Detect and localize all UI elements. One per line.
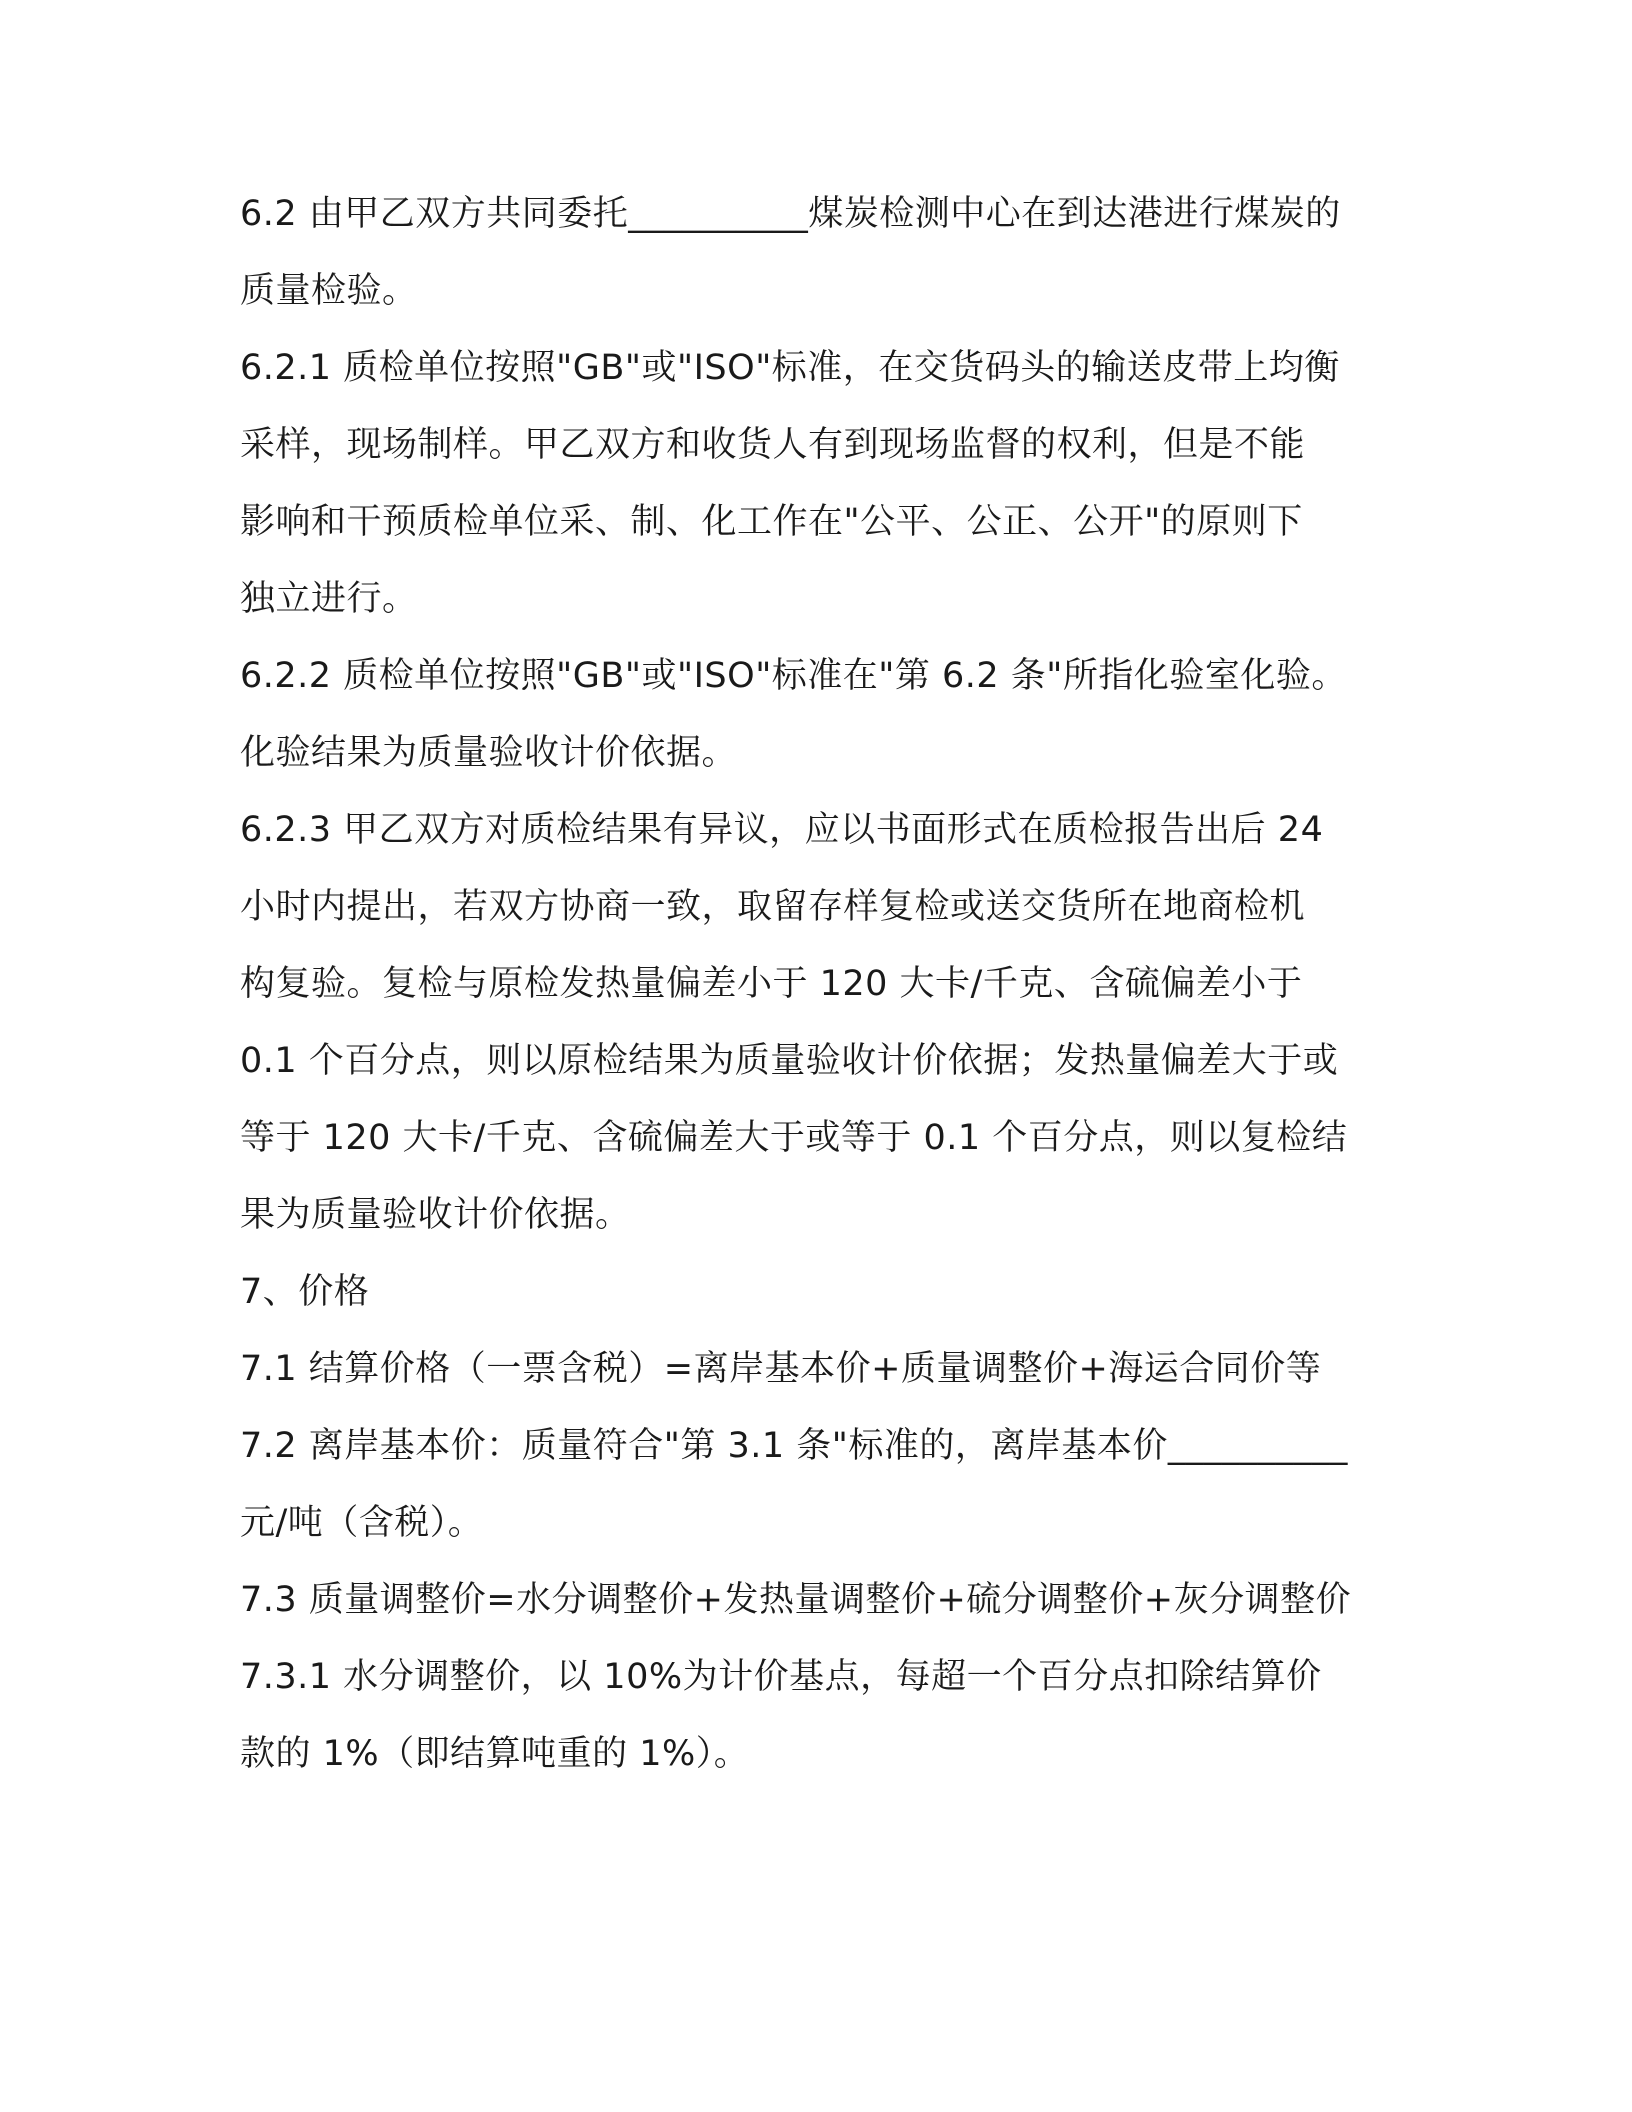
section-heading: 7、价格 [240, 1272, 370, 1312]
text-line: 7.1 结算价格（一票含税）=离岸基本价+质量调整价+海运合同价等 [240, 1349, 1322, 1389]
text-line: 等于 120 大卡/千克、含硫偏差大于或等于 0.1 个百分点，则以复检结 [240, 1118, 1348, 1158]
text-line: 独立进行。 [240, 579, 418, 619]
text-line: 质量检验。 [240, 271, 418, 311]
text-line: 0.1 个百分点，则以原检结果为质量验收计价依据；发热量偏差大于或 [240, 1041, 1339, 1081]
text-line: 7.3.1 水分调整价，以 10%为计价基点，每超一个百分点扣除结算价 [240, 1657, 1322, 1697]
text-line: 款的 1%（即结算吨重的 1%）。 [240, 1734, 750, 1774]
text-line: 7.3 质量调整价=水分调整价+发热量调整价+硫分调整价+灰分调整价 [240, 1580, 1352, 1620]
text-line: 7.2 离岸基本价：质量符合"第 3.1 条"标准的，离岸基本价__________ [240, 1426, 1348, 1466]
text-line: 构复验。复检与原检发热量偏差小于 120 大卡/千克、含硫偏差小于 [240, 964, 1303, 1004]
text-line: 6.2.1 质检单位按照"GB"或"ISO"标准，在交货码头的输送皮带上均衡 [240, 348, 1340, 388]
text-line: 化验结果为质量验收计价依据。 [240, 733, 738, 773]
text-line: 影响和干预质检单位采、制、化工作在"公平、公正、公开"的原则下 [240, 502, 1303, 542]
text-line: 6.2.2 质检单位按照"GB"或"ISO"标准在"第 6.2 条"所指化验室化验。 [240, 656, 1347, 696]
document-body [240, 176, 1390, 1793]
text-line: 果为质量验收计价依据。 [240, 1195, 631, 1235]
text-line: 6.2.3 甲乙双方对质检结果有异议，应以书面形式在质检报告出后 24 [240, 810, 1324, 850]
text-line: 小时内提出，若双方协商一致，取留存样复检或送交货所在地商检机 [240, 887, 1306, 927]
text-line: 6.2 由甲乙双方共同委托__________煤炭检测中心在到达港进行煤炭的 [240, 194, 1341, 234]
text-line: 元/吨（含税）。 [240, 1503, 484, 1543]
text-line: 采样，现场制样。甲乙双方和收货人有到现场监督的权利，但是不能 [240, 425, 1306, 465]
